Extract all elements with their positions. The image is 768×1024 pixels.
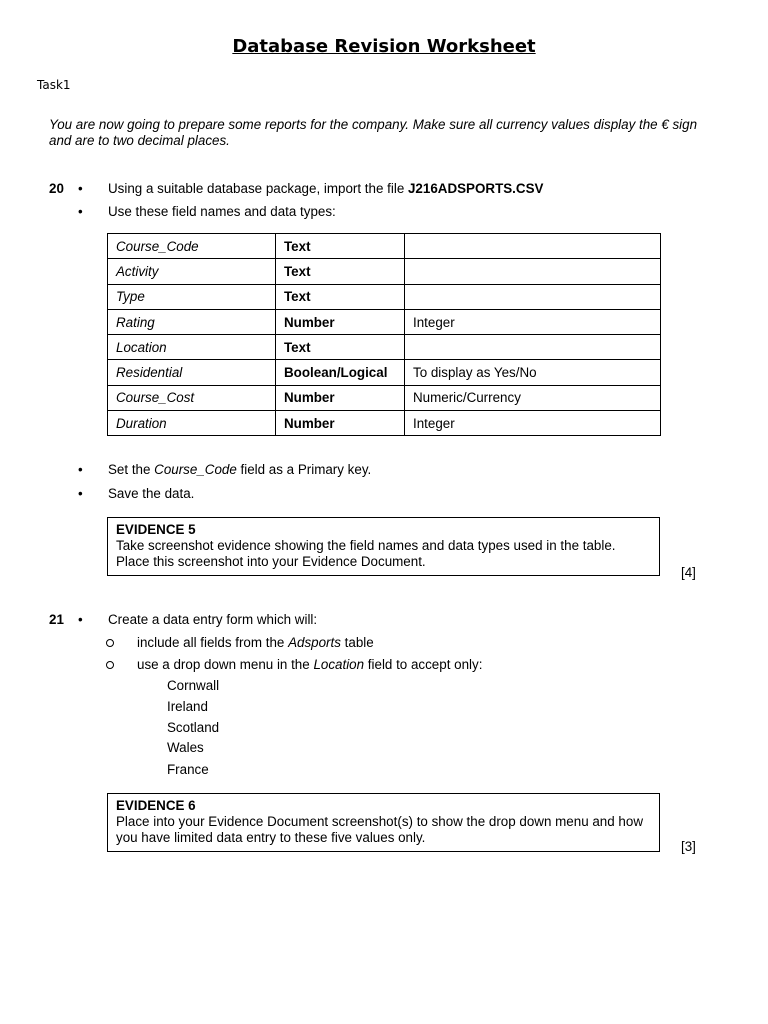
- circle-bullet-icon: [106, 661, 114, 669]
- table-row: [108, 309, 661, 334]
- q20-import-filename: J216ADSPORTS.CSV: [407, 181, 544, 196]
- table-row: [108, 411, 661, 436]
- q21-sub-drop-down: [137, 657, 482, 672]
- format-cell: [405, 234, 661, 259]
- page-title: Database Revision Worksheet: [232, 36, 536, 57]
- q20-primary-key-field: Course_Code: [154, 462, 237, 477]
- q21-bullet-form: Create a data entry form which will:: [108, 612, 318, 627]
- data-type-cell: Number: [276, 385, 405, 410]
- evidence-6-title: EVIDENCE 6: [116, 798, 196, 813]
- q21-sub2-pre: use a drop down menu in the: [137, 657, 314, 672]
- q20-bullet-save: Save the data.: [108, 486, 195, 501]
- circle-bullet-icon: [106, 639, 114, 647]
- location-option: Scotland: [167, 720, 220, 735]
- field-name-cell: Duration: [108, 411, 276, 436]
- format-cell: Integer: [405, 411, 661, 436]
- format-cell: To display as Yes/No: [405, 360, 661, 385]
- field-name-cell: Course_Code: [108, 234, 276, 259]
- q20-bullet-import: [108, 181, 543, 196]
- evidence-6-text: Place into your Evidence Document screenshot(s) to show the drop down menu and how you have limited data entry to these five values only.: [116, 814, 643, 845]
- table-row: [108, 259, 661, 284]
- data-type-cell: Text: [276, 335, 405, 360]
- format-cell: Numeric/Currency: [405, 385, 661, 410]
- field-name-cell: Residential: [108, 360, 276, 385]
- table-row: [108, 360, 661, 385]
- q21-sub-include-fields: [137, 635, 374, 650]
- data-type-cell: Boolean/Logical: [276, 360, 405, 385]
- format-cell: [405, 284, 661, 309]
- format-cell: [405, 259, 661, 284]
- intro-instructions: You are now going to prepare some reports for the company. Make sure all currency values display the € sign and are to two decimal places.: [49, 117, 698, 148]
- data-type-cell: Text: [276, 259, 405, 284]
- evidence-5-title: EVIDENCE 5: [116, 522, 196, 537]
- field-name-cell: Location: [108, 335, 276, 360]
- field-name-cell: Activity: [108, 259, 276, 284]
- evidence-5-box: [107, 517, 660, 576]
- data-type-cell: Text: [276, 284, 405, 309]
- q20-primary-key-pre: Set the: [108, 462, 155, 477]
- q20-primary-key-post: field as a Primary key.: [236, 462, 372, 477]
- location-option: Ireland: [167, 699, 208, 714]
- format-cell: Integer: [405, 309, 661, 334]
- bullet-icon: •: [78, 612, 83, 627]
- evidence-6-box: [107, 793, 660, 852]
- field-types-table: [107, 233, 661, 436]
- location-option: Cornwall: [167, 678, 220, 693]
- table-row: [108, 234, 661, 259]
- location-option: France: [167, 762, 209, 777]
- location-option: Wales: [167, 740, 204, 755]
- q21-marks: [3]: [681, 839, 696, 854]
- table-row: [108, 284, 661, 309]
- task-label: Task1: [37, 78, 71, 92]
- data-type-cell: Text: [276, 234, 405, 259]
- format-cell: [405, 335, 661, 360]
- q21-sub1-table: Adsports: [288, 635, 341, 650]
- q20-bullet-import-text: Using a suitable database package, import the file: [108, 181, 408, 196]
- q21-sub2-field: Location: [313, 657, 365, 672]
- table-row: [108, 335, 661, 360]
- field-name-cell: Type: [108, 284, 276, 309]
- q21-sub2-post: field to accept only:: [364, 657, 483, 672]
- question-number-20: 20: [49, 181, 64, 196]
- table-row: [108, 385, 661, 410]
- q20-marks: [4]: [681, 565, 696, 580]
- data-type-cell: Number: [276, 411, 405, 436]
- field-name-cell: Rating: [108, 309, 276, 334]
- bullet-icon: •: [78, 204, 83, 219]
- q21-sub1-post: table: [340, 635, 374, 650]
- q21-sub1-pre: include all fields from the: [137, 635, 289, 650]
- data-type-cell: Number: [276, 309, 405, 334]
- q20-bullet-field-names: Use these field names and data types:: [108, 204, 336, 219]
- bullet-icon: •: [78, 486, 83, 501]
- question-number-21: 21: [49, 612, 64, 627]
- bullet-icon: •: [78, 181, 83, 196]
- evidence-5-text: Take screenshot evidence showing the field names and data types used in the table. Place this screenshot into your Evidence Document.: [116, 538, 616, 569]
- field-name-cell: Course_Cost: [108, 385, 276, 410]
- bullet-icon: •: [78, 462, 83, 477]
- q20-bullet-primary-key: [108, 462, 371, 477]
